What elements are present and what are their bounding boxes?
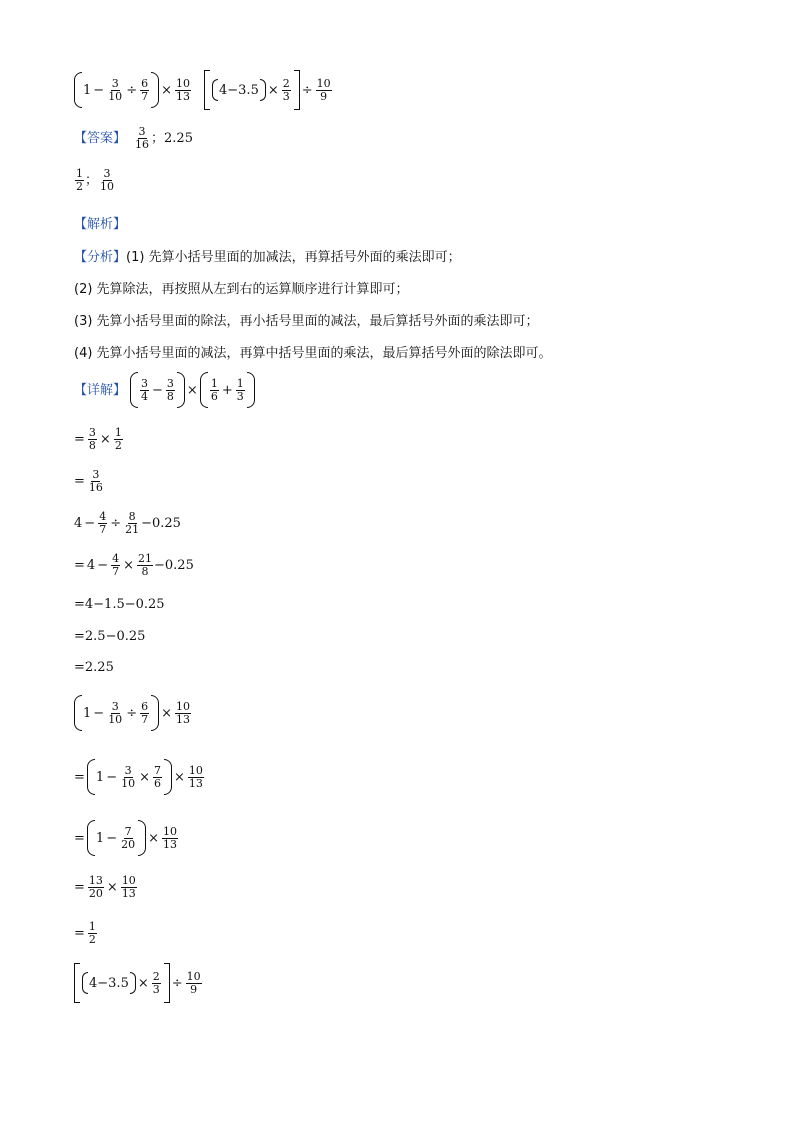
denominator: 6 — [154, 776, 161, 790]
numerator: 7 — [124, 824, 132, 838]
fraction — [166, 378, 175, 403]
detail-step-1-line-1 — [74, 427, 124, 452]
numerator: 10 — [176, 699, 190, 713]
fraction — [316, 78, 332, 103]
numerator: 10 — [121, 874, 136, 887]
denominator: 2 — [88, 933, 96, 946]
detail-step-1 — [74, 372, 255, 408]
minus-sign: − — [97, 558, 109, 573]
analysis-label: 【解析】 — [74, 217, 127, 232]
fraction — [111, 553, 120, 578]
detail-step-3-line-1 — [74, 759, 205, 795]
denominator: 3 — [282, 89, 290, 103]
right-paren — [177, 372, 185, 408]
fraction — [124, 511, 140, 536]
detail-step-2-line-2 — [74, 598, 165, 611]
fraction — [120, 826, 136, 851]
detail-step-2-line-1 — [74, 553, 194, 578]
numerator: 3 — [111, 76, 119, 90]
answer-line — [74, 126, 193, 151]
denominator: 2 — [114, 439, 122, 452]
right-paren — [151, 695, 159, 731]
numerator: 3 — [92, 468, 100, 481]
inner-expression: 4−3.5 — [219, 82, 259, 98]
denominator: 13 — [121, 887, 136, 900]
number: 4 — [86, 558, 96, 573]
denominator: 13 — [188, 776, 203, 790]
analysis-line-2: (2) 先算除法，再按照从左到右的运算顺序进行计算即可； — [74, 282, 409, 297]
numerator: 3 — [124, 763, 132, 777]
denominator: 6 — [210, 389, 218, 403]
left-paren — [212, 79, 218, 101]
denominator: 20 — [88, 887, 103, 900]
divide-sign: ÷ — [126, 705, 138, 721]
fraction — [88, 875, 104, 900]
denominator: 7 — [112, 565, 120, 578]
left-bracket — [74, 963, 80, 1003]
fraction — [175, 78, 191, 103]
answer-label: 【答案】 — [74, 131, 127, 146]
number: 1 — [83, 705, 92, 721]
analysis-line-1 — [74, 246, 461, 265]
numerator: 2 — [152, 969, 160, 983]
times-sign: × — [123, 558, 134, 573]
denominator: 2 — [76, 180, 83, 193]
denominator: 10 — [100, 180, 115, 193]
numerator: 10 — [186, 969, 201, 983]
numerator: 10 — [188, 763, 203, 777]
times-sign: × — [148, 830, 159, 846]
detail-step-2-line-3 — [74, 630, 145, 643]
numerator: 10 — [176, 76, 190, 90]
problem-3-expression — [74, 72, 192, 108]
detail-label: 【详解】 — [74, 382, 127, 398]
fraction — [153, 765, 162, 790]
detail-step-3 — [74, 695, 192, 731]
fraction — [88, 921, 97, 946]
tail-expression: −0.25 — [154, 558, 194, 573]
denominator: 10 — [108, 712, 123, 726]
numerator: 4 — [99, 510, 107, 523]
fraction — [107, 78, 123, 103]
fraction — [114, 427, 123, 452]
numerator: 1 — [114, 426, 122, 439]
numerator: 1 — [76, 167, 83, 180]
tail-expression: −0.25 — [141, 516, 181, 531]
detail-step-2-line-4 — [74, 661, 114, 674]
times-sign: × — [186, 382, 198, 398]
equals-sign: = — [74, 474, 85, 489]
denominator: 10 — [108, 89, 123, 103]
denominator: 13 — [176, 712, 190, 726]
denominator: 7 — [99, 523, 107, 536]
minus-sign: − — [93, 82, 105, 98]
answer-fraction-1 — [134, 126, 150, 151]
denominator: 3 — [152, 982, 160, 996]
numerator: 1 — [88, 920, 96, 933]
minus-sign: − — [84, 516, 96, 531]
analysis-text: (1) 先算小括号里面的加减法，再算括号外面的乘法即可； — [126, 250, 461, 265]
equals-sign: = — [74, 830, 85, 846]
detail-step-3-line-4 — [74, 921, 98, 946]
fraction — [188, 765, 204, 790]
denominator: 13 — [163, 837, 177, 851]
fraction — [210, 378, 219, 403]
numerator: 10 — [316, 76, 331, 90]
fraction — [282, 78, 291, 103]
equals-sign: = — [74, 926, 85, 941]
times-sign: × — [106, 880, 118, 895]
denominator: 20 — [121, 837, 136, 851]
minus-sign: − — [93, 705, 105, 721]
numerator: 2 — [282, 76, 290, 90]
answer-value-2: 2.25 — [164, 131, 193, 146]
denominator: 4 — [141, 389, 149, 403]
denominator: 13 — [176, 89, 190, 103]
denominator: 9 — [190, 982, 198, 996]
fraction — [137, 553, 153, 578]
detail-step-4 — [74, 963, 203, 1003]
equation-line: =4−1.5−0.25 — [74, 597, 165, 612]
divide-sign: ÷ — [126, 82, 138, 98]
answer-line-2 — [74, 168, 116, 193]
left-paren — [87, 759, 95, 795]
left-paren — [200, 372, 208, 408]
equation-line: =2.5−0.25 — [74, 629, 146, 644]
detail-step-2 — [74, 511, 181, 536]
numerator: 8 — [128, 510, 136, 523]
numerator: 10 — [163, 824, 177, 838]
problem-4-expression — [204, 70, 333, 110]
fraction — [236, 378, 245, 403]
number: 4 — [74, 516, 83, 531]
detail-step-3-line-3 — [74, 875, 138, 900]
denominator: 10 — [121, 776, 136, 790]
times-sign: × — [137, 975, 149, 991]
numerator: 1 — [210, 376, 218, 390]
numerator: 4 — [112, 552, 120, 565]
inner-expression: 4−3.5 — [89, 975, 129, 991]
divide-sign: ÷ — [110, 516, 122, 531]
left-bracket — [204, 70, 210, 110]
equals-sign: = — [74, 880, 85, 895]
detail-step-1-line-2 — [74, 469, 105, 494]
fraction — [98, 511, 107, 536]
times-sign: × — [267, 82, 279, 98]
denominator: 16 — [135, 138, 150, 151]
times-sign: × — [174, 769, 185, 785]
numerator: 6 — [141, 699, 149, 713]
times-sign: × — [139, 769, 150, 785]
fraction — [140, 378, 149, 403]
fraction — [88, 427, 97, 452]
divide-sign: ÷ — [301, 82, 313, 98]
fraction — [140, 701, 149, 726]
fraction — [162, 826, 178, 851]
detail-step-3-line-2 — [74, 820, 179, 856]
left-paren — [82, 972, 88, 994]
fenxi-label: 【分析】 — [74, 250, 127, 265]
times-sign: × — [161, 82, 172, 98]
denominator: 7 — [141, 712, 149, 726]
denominator: 9 — [320, 89, 328, 103]
minus-sign: − — [106, 769, 118, 785]
numerator: 3 — [103, 167, 111, 180]
fraction — [88, 469, 104, 494]
divide-sign: ÷ — [171, 975, 183, 991]
denominator: 16 — [88, 481, 103, 494]
analysis-line-4: (4) 先算小括号里面的减法，再算中括号里面的乘法，最后算括号外面的除法即可。 — [74, 346, 552, 361]
right-paren — [164, 759, 172, 795]
answer-fraction-3 — [75, 168, 84, 193]
numerator: 21 — [138, 552, 152, 565]
denominator: 8 — [141, 565, 149, 578]
fraction — [152, 971, 161, 996]
numerator: 13 — [88, 874, 103, 887]
equation-line: =2.25 — [74, 660, 114, 675]
answer-fraction-4 — [99, 168, 115, 193]
plus-sign: + — [221, 382, 233, 398]
fraction — [107, 701, 123, 726]
numerator: 6 — [141, 76, 149, 90]
equals-sign: = — [74, 769, 85, 785]
number: 1 — [95, 769, 105, 785]
fraction — [121, 875, 137, 900]
denominator: 8 — [166, 389, 174, 403]
left-paren — [130, 372, 138, 408]
fraction — [120, 765, 136, 790]
numerator: 3 — [88, 426, 96, 439]
left-paren — [74, 695, 82, 731]
fraction — [186, 971, 202, 996]
minus-sign: − — [106, 830, 118, 846]
times-sign: × — [161, 705, 172, 721]
equals-sign: = — [74, 432, 85, 447]
right-paren — [151, 72, 159, 108]
equals-sign: = — [74, 558, 85, 573]
denominator: 21 — [125, 523, 140, 536]
fraction — [175, 701, 191, 726]
separator: ； — [85, 173, 99, 188]
numerator: 3 — [141, 376, 149, 390]
numerator: 3 — [138, 125, 146, 138]
analysis-line-3: (3) 先算小括号里面的除法，再小括号里面的减法，最后算括号外面的乘法即可； — [74, 314, 539, 329]
left-paren — [74, 72, 82, 108]
fraction — [140, 78, 149, 103]
separator: ； — [151, 131, 165, 146]
denominator: 3 — [236, 389, 244, 403]
denominator: 7 — [141, 89, 149, 103]
numerator: 3 — [111, 699, 119, 713]
times-sign: × — [99, 432, 111, 447]
denominator: 8 — [88, 439, 96, 452]
right-paren — [138, 820, 146, 856]
left-paren — [87, 820, 95, 856]
number: 1 — [83, 82, 92, 98]
number: 1 — [95, 830, 105, 846]
numerator: 7 — [154, 763, 161, 777]
minus-sign: − — [152, 382, 163, 398]
numerator: 1 — [236, 376, 244, 390]
numerator: 3 — [166, 376, 174, 390]
right-paren — [247, 372, 255, 408]
